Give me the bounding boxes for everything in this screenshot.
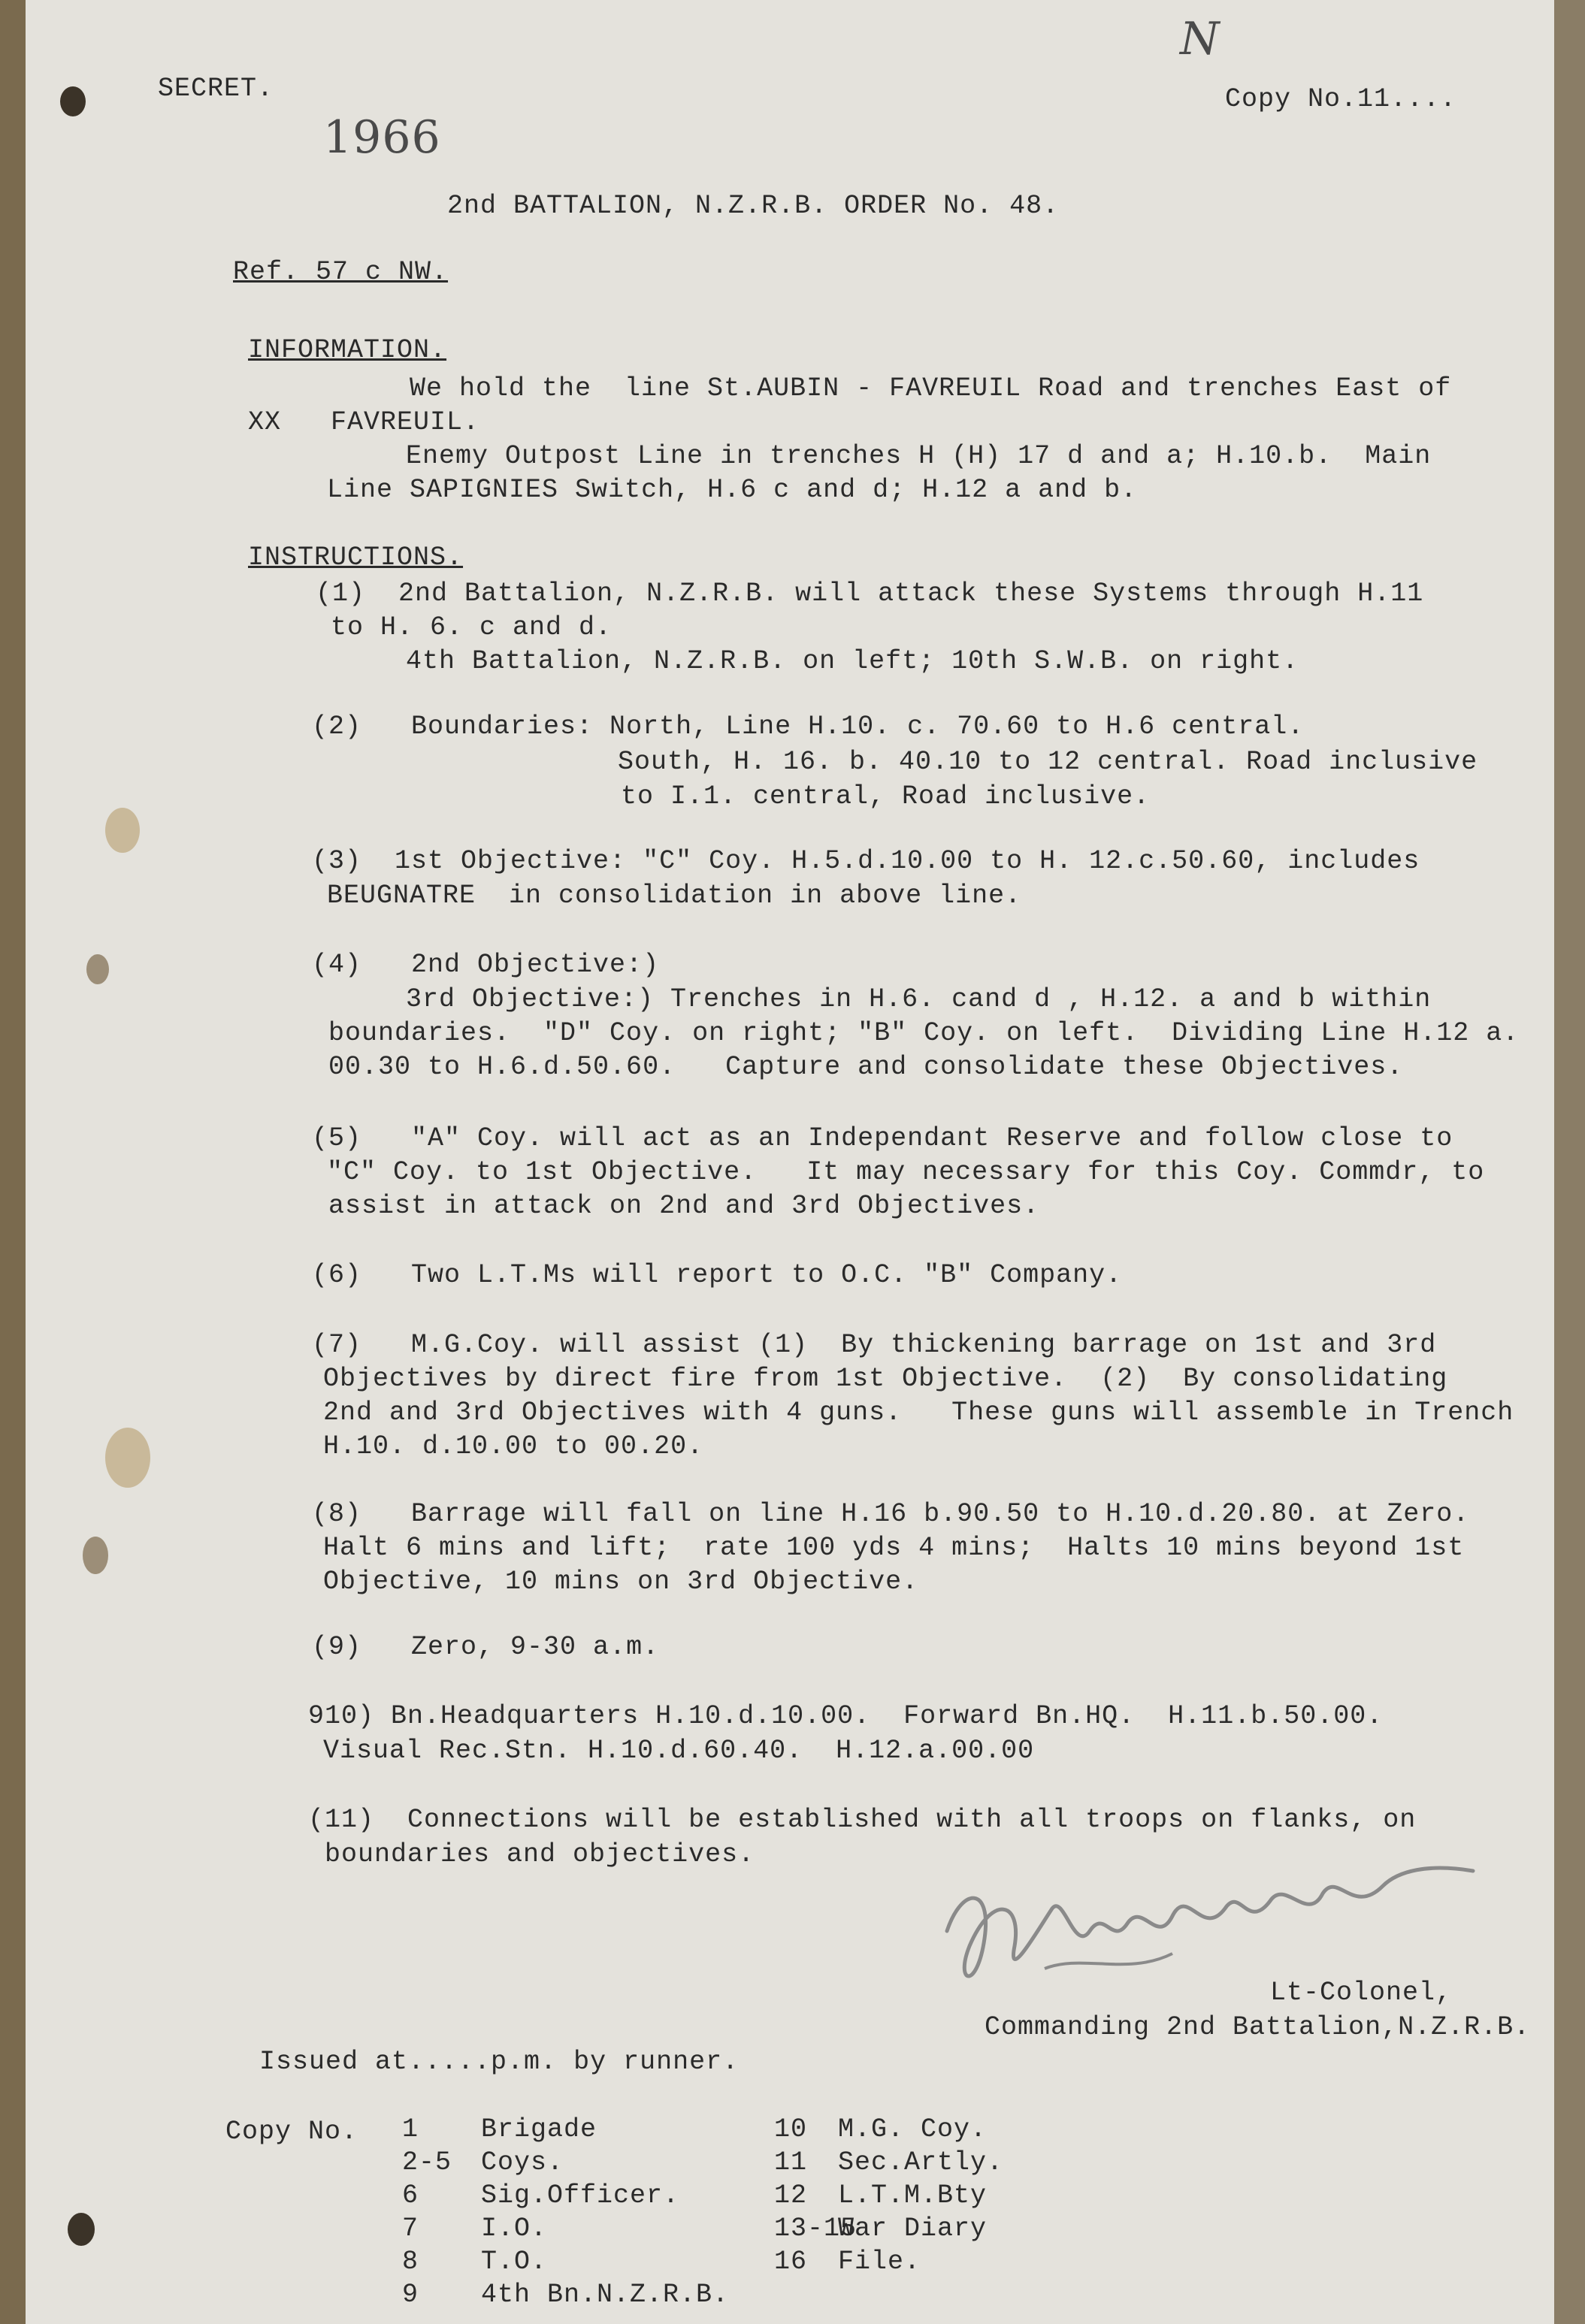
instruction-line: H.10. d.10.00 to 00.20. — [323, 1431, 704, 1461]
distribution-copy-number: 10 — [774, 2114, 808, 2144]
instruction-line: Halt 6 mins and lift; rate 100 yds 4 mins; Halts 10 mins beyond 1st — [323, 1533, 1465, 1563]
instruction-line: (4) 2nd Objective:) — [312, 950, 660, 980]
instruction-line: (11) Connections will be established with all troops on flanks, on — [308, 1805, 1417, 1835]
information-line: XX FAVREUIL. — [248, 407, 480, 437]
instruction-line: 2nd and 3rd Objectives with 4 guns. These guns will assemble in Trench — [323, 1398, 1514, 1428]
distribution-recipient: Sec.Artly. — [838, 2147, 1004, 2177]
instruction-line: to I.1. central, Road inclusive. — [621, 781, 1151, 811]
security-classification: SECRET. — [158, 74, 274, 104]
instruction-line: 3rd Objective:) Trenches in H.6. cand d , H.12. a and b within — [406, 984, 1432, 1014]
section-heading-instructions: INSTRUCTIONS. — [248, 542, 464, 573]
instruction-line: Objectives by direct fire from 1st Objective. (2) By consolidating — [323, 1364, 1448, 1394]
distribution-copy-number: 2-5 — [402, 2147, 452, 2177]
distribution-recipient: L.T.M.Bty — [838, 2180, 988, 2211]
section-heading-information: INFORMATION. — [248, 335, 447, 365]
distribution-recipient: I.O. — [481, 2214, 548, 2244]
punch-hole — [60, 86, 86, 116]
distribution-recipient: Brigade — [481, 2114, 597, 2144]
instruction-line: assist in attack on 2nd and 3rd Objectives. — [328, 1191, 1040, 1221]
instruction-line: "C" Coy. to 1st Objective. It may necessary for this Coy. Commdr, to — [327, 1157, 1485, 1187]
instruction-line: (8) Barrage will fall on line H.16 b.90.50 to H.10.d.20.80. at Zero. — [312, 1499, 1470, 1529]
page-right-edge — [1554, 0, 1585, 2324]
instruction-line: (3) 1st Objective: "C" Coy. H.5.d.10.00 to H. 12.c.50.60, includes — [312, 846, 1420, 876]
handwritten-number: 1966 — [323, 111, 441, 164]
distribution-copy-number: 9 — [402, 2280, 419, 2310]
distribution-copy-number: 8 — [402, 2247, 419, 2277]
instruction-line: BEUGNATRE in consolidation in above line. — [327, 881, 1022, 911]
page-left-edge — [0, 0, 26, 2324]
distribution-recipient: 4th Bn.N.Z.R.B. — [481, 2280, 730, 2310]
issued-line: Issued at.....p.m. by runner. — [259, 2047, 740, 2077]
instruction-line: Objective, 10 mins on 3rd Objective. — [323, 1567, 919, 1597]
handwritten-mark: N — [1180, 13, 1221, 65]
instruction-line: (1) 2nd Battalion, N.Z.R.B. will attack these Systems through H.11 — [316, 579, 1424, 609]
distribution-copy-number: 6 — [402, 2180, 419, 2211]
punch-hole — [86, 954, 109, 984]
distribution-copy-number: 13-15 — [774, 2214, 858, 2244]
information-line: We hold the line St.AUBIN - FAVREUIL Road and trenches East of — [410, 373, 1452, 403]
instruction-line: (5) "A" Coy. will act as an Independant Reserve and follow close to — [312, 1123, 1453, 1153]
instruction-line: (2) Boundaries: North, Line H.10. c. 70.60 to H.6 central. — [312, 712, 1305, 742]
distribution-copy-number: 11 — [774, 2147, 808, 2177]
distribution-copy-number: 1 — [402, 2114, 419, 2144]
order-title: 2nd BATTALION, N.Z.R.B. ORDER No. 48. — [447, 191, 1060, 221]
instruction-line: (6) Two L.T.Ms will report to O.C. "B" Company. — [312, 1260, 1123, 1290]
distribution-recipient: War Diary — [838, 2214, 988, 2244]
instruction-line: South, H. 16. b. 40.10 to 12 central. Road inclusive — [618, 747, 1478, 777]
copy-number: Copy No.11.... — [1225, 84, 1457, 114]
instruction-line: boundaries. "D" Coy. on right; "B" Coy. on left. Dividing Line H.12 a. — [328, 1018, 1520, 1048]
distribution-recipient: M.G. Coy. — [838, 2114, 988, 2144]
punch-hole — [105, 1428, 150, 1488]
instruction-line: to H. 6. c and d. — [331, 612, 613, 642]
distribution-recipient: Sig.Officer. — [481, 2180, 680, 2211]
distribution-copy-number: 16 — [774, 2247, 808, 2277]
punch-hole — [105, 808, 140, 853]
instruction-line: 00.30 to H.6.d.50.60. Capture and consolidate these Objectives. — [328, 1052, 1404, 1082]
distribution-recipient: T.O. — [481, 2247, 548, 2277]
punch-hole — [68, 2213, 95, 2246]
signatory-appointment: Commanding 2nd Battalion,N.Z.R.B. — [985, 2012, 1531, 2042]
distribution-recipient: Coys. — [481, 2147, 564, 2177]
distribution-label: Copy No. — [225, 2117, 358, 2147]
signatory-rank: Lt-Colonel, — [1270, 1978, 1453, 2008]
instruction-line: (9) Zero, 9-30 a.m. — [312, 1632, 660, 1662]
distribution-recipient: File. — [838, 2247, 921, 2277]
map-reference: Ref. 57 c NW. — [233, 257, 449, 287]
instruction-line: 910) Bn.Headquarters H.10.d.10.00. Forward Bn.HQ. H.11.b.50.00. — [308, 1701, 1384, 1731]
instruction-line: 4th Battalion, N.Z.R.B. on left; 10th S.W.B. on right. — [406, 646, 1299, 676]
instruction-line: Visual Rec.Stn. H.10.d.60.40. H.12.a.00.00 — [323, 1736, 1035, 1766]
instruction-line: (7) M.G.Coy. will assist (1) By thickening barrage on 1st and 3rd — [312, 1330, 1437, 1360]
distribution-copy-number: 12 — [774, 2180, 808, 2211]
distribution-copy-number: 7 — [402, 2214, 419, 2244]
information-line: Line SAPIGNIES Switch, H.6 c and d; H.12 a and b. — [327, 475, 1138, 505]
instruction-line: boundaries and objectives. — [325, 1839, 755, 1869]
punch-hole — [83, 1537, 108, 1574]
information-line: Enemy Outpost Line in trenches H (H) 17 d and a; H.10.b. Main — [406, 441, 1432, 471]
